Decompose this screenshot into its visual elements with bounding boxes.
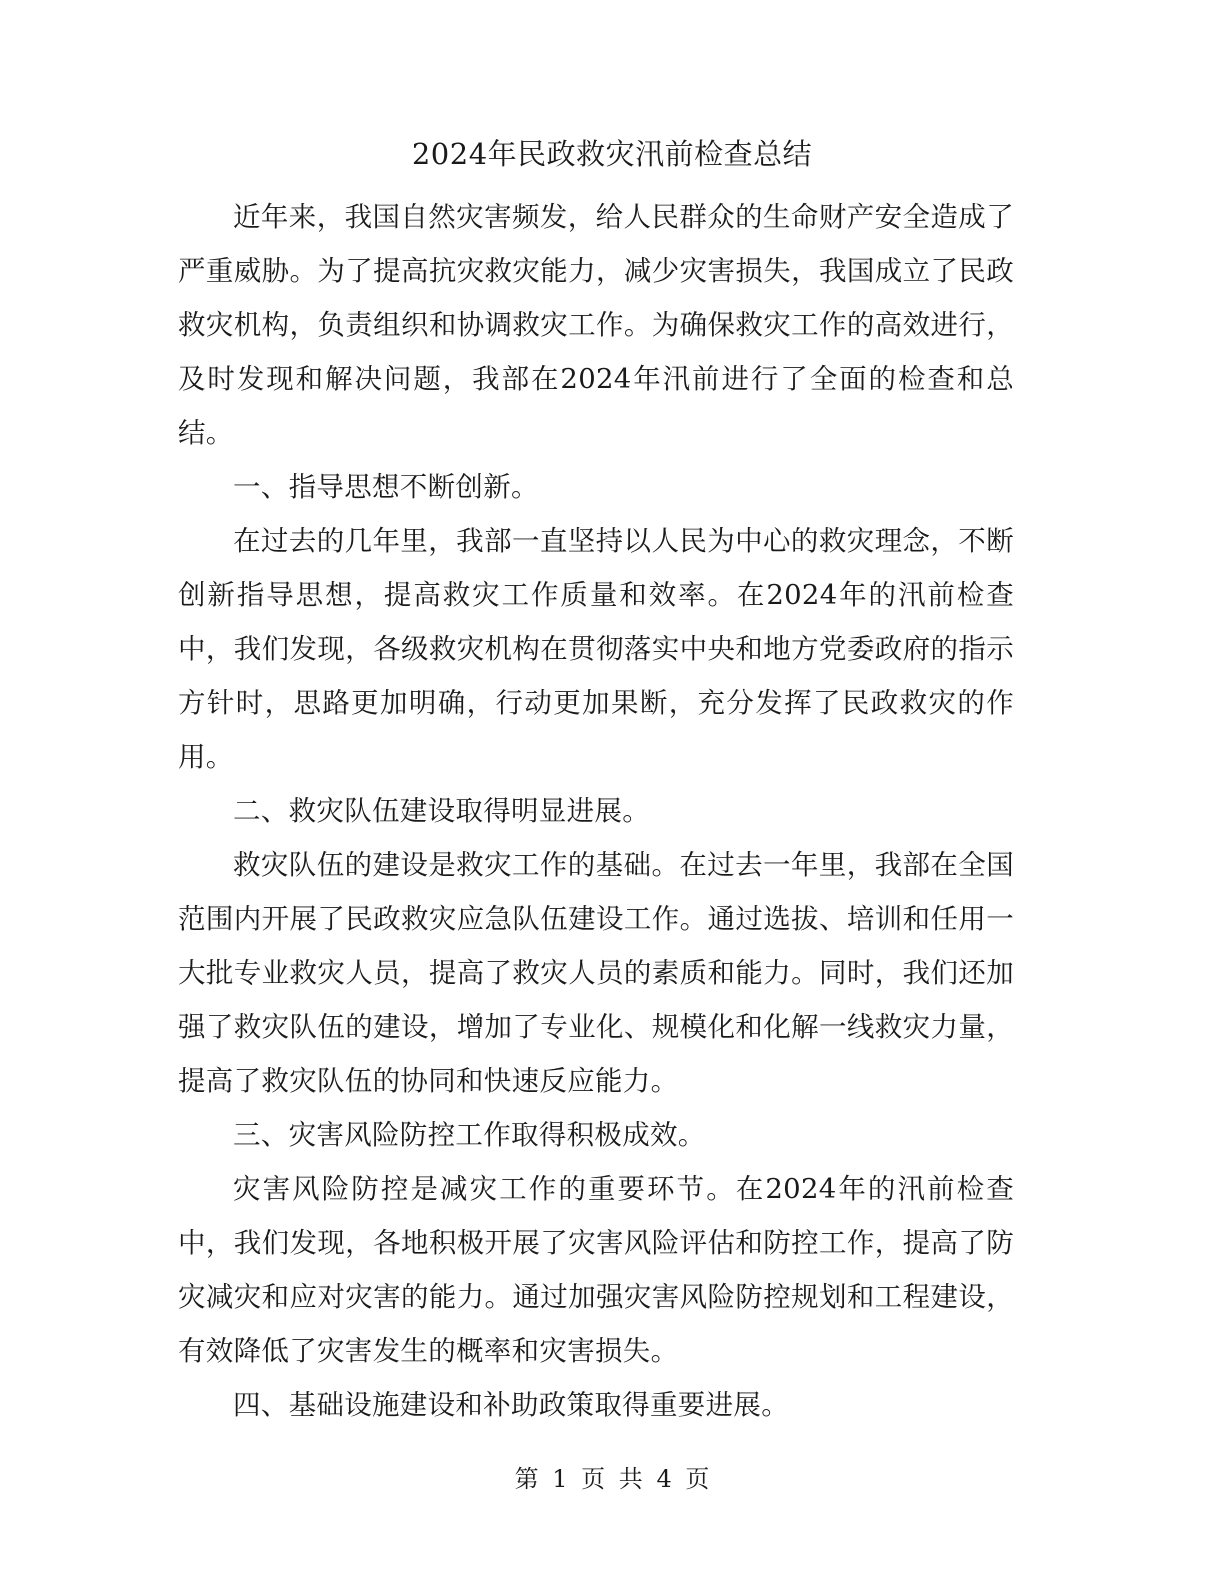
section-heading-3: 三、灾害风险防控工作取得积极成效。 bbox=[233, 1119, 706, 1151]
page-footer: 第 1 页 共 4 页 bbox=[514, 1465, 710, 1493]
section-heading-2: 二、救灾队伍建设取得明显进展。 bbox=[233, 795, 650, 827]
section-heading-4: 四、基础设施建设和补助政策取得重要进展。 bbox=[233, 1389, 789, 1421]
section-heading-1: 一、指导思想不断创新。 bbox=[233, 471, 539, 503]
paragraph-section-2: 救灾队伍的建设是救灾工作的基础。在过去一年里，我部在全国范围内开展了民政救灾应急队伍建设工作。通过选拔、培训和任用一大批专业救灾人员，提高了救灾人员的素质和能力。同时，我们还加强了救灾队伍的建设，增加了专业化、规模化和化解一线救灾力量，提高了救灾队伍的协同和快速反应能力。 bbox=[178, 849, 1014, 1097]
paragraph-section-1: 在过去的几年里，我部一直坚持以人民为中心的救灾理念，不断创新指导思想，提高救灾工作质量和效率。在2024年的汛前检查中，我们发现，各级救灾机构在贯彻落实中央和地方党委政府的指示方针时，思路更加明确，行动更加果断，充分发挥了民政救灾的作用。 bbox=[178, 525, 1014, 773]
document-body bbox=[178, 190, 1014, 1432]
paragraph-intro: 近年来，我国自然灾害频发，给人民群众的生命财产安全造成了严重威胁。为了提高抗灾救灾能力，减少灾害损失，我国成立了民政救灾机构，负责组织和协调救灾工作。为确保救灾工作的高效进行，及时发现和解决问题，我部在2024年汛前进行了全面的检查和总结。 bbox=[178, 201, 1014, 449]
document-title: 2024年民政救灾汛前检查总结 bbox=[411, 137, 813, 171]
paragraph-section-3: 灾害风险防控是减灾工作的重要环节。在2024年的汛前检查中，我们发现，各地积极开展了灾害风险评估和防控工作，提高了防灾减灾和应对灾害的能力。通过加强灾害风险防控规划和工程建设，有效降低了灾害发生的概率和灾害损失。 bbox=[178, 1173, 1014, 1367]
